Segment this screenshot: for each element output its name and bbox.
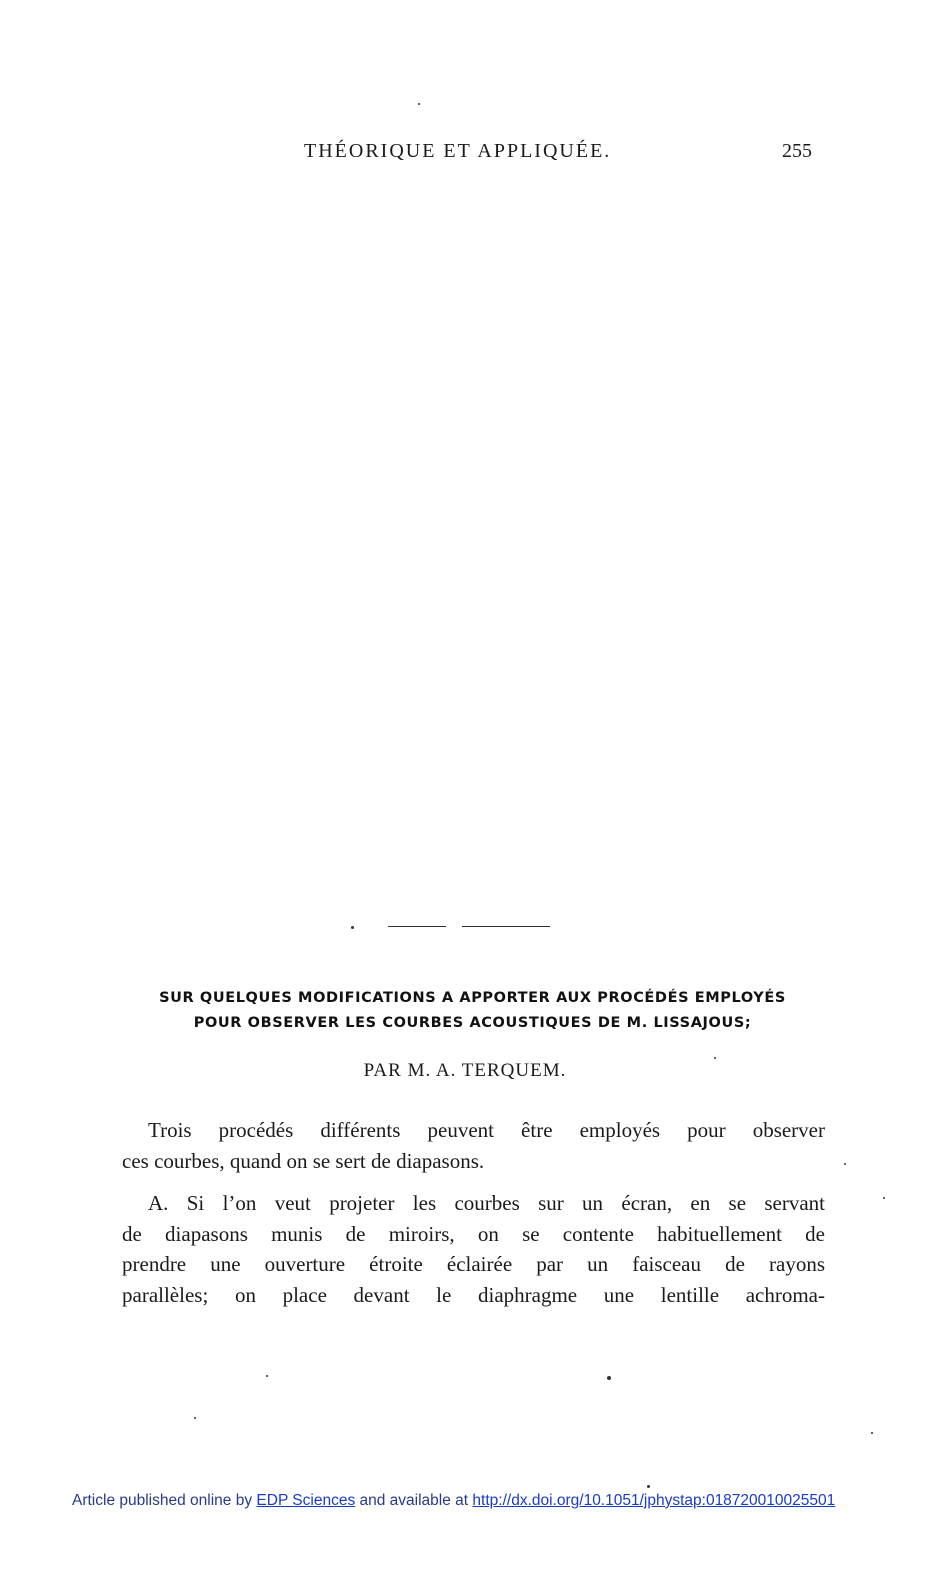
scan-speck xyxy=(194,1417,196,1419)
scan-speck xyxy=(607,1376,611,1380)
text-line: Trois procédés différents peuvent être employés pour observer xyxy=(148,1118,825,1142)
text-line: ces courbes, quand on se sert de diapasons. xyxy=(122,1148,485,1173)
text-line: prendre une ouverture étroite éclairée par un faisceau de rayons xyxy=(122,1252,825,1276)
scan-speck xyxy=(647,1485,650,1488)
page-number: 255 xyxy=(782,140,812,162)
body-paragraph-1 xyxy=(122,1115,825,1176)
doi-link[interactable]: http://dx.doi.org/10.1051/jphystap:018720010025501 xyxy=(472,1492,836,1509)
article-title xyxy=(120,986,825,1036)
text-line: de diapasons munis de miroirs, on se contente habituellement de xyxy=(122,1221,825,1246)
footer-prefix: Article published online by xyxy=(72,1492,253,1509)
scan-speck xyxy=(266,1375,268,1377)
running-head-title: THÉORIQUE ET APPLIQUÉE. xyxy=(304,140,612,162)
scan-speck xyxy=(883,1197,885,1199)
scan-speck xyxy=(844,1163,846,1165)
body-paragraph-2 xyxy=(122,1188,825,1310)
text-line: parallèles; on place devant le diaphragme une lentille achroma- xyxy=(122,1282,825,1307)
scan-speck xyxy=(418,103,420,105)
publication-footer xyxy=(72,1492,902,1510)
article-title-line-1: SUR QUELQUES MODIFICATIONS A APPORTER AUX PROCÉDÉS EMPLOYÉS xyxy=(159,990,786,1006)
article-title-line-2: POUR OBSERVER LES COURBES ACOUSTIQUES DE M. LISSAJOUS; xyxy=(193,1015,752,1031)
section-divider xyxy=(388,926,550,927)
scan-speck xyxy=(714,1057,716,1059)
text-line: A. Si l’on veut projeter les courbes sur un écran, en se servant xyxy=(148,1191,825,1215)
scan-speck xyxy=(871,1432,873,1434)
footer-middle: and available at xyxy=(359,1492,469,1509)
publisher-link[interactable]: EDP Sciences xyxy=(256,1492,356,1509)
article-author: PAR M. A. TERQUEM. xyxy=(363,1060,567,1081)
scan-speck xyxy=(351,926,354,929)
